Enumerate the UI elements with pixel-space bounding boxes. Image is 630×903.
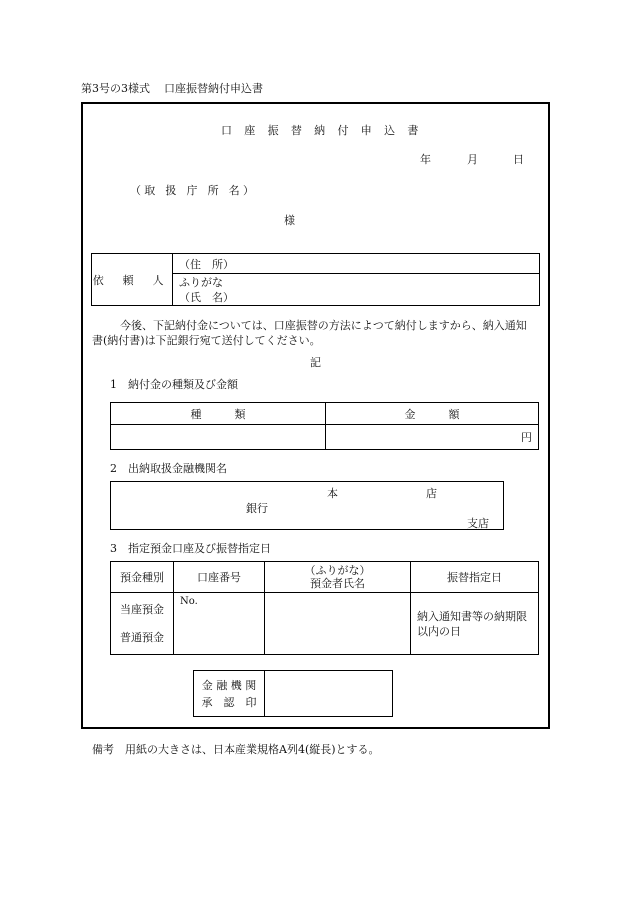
yen-label: 円 [521, 431, 532, 444]
requester-table [91, 253, 540, 306]
intro-line-1: 今後、下記納付金については、口座振替の方法によつて納付しますから、納入通知 [120, 319, 527, 332]
payment-table [110, 402, 539, 450]
col-number-header: 口座番号 [174, 562, 265, 593]
bank-label: 銀行 [246, 502, 268, 515]
ki-label: 記 [310, 356, 321, 369]
requester-label: 依 頼 人 [92, 254, 173, 306]
date-year: 年 [420, 153, 431, 166]
col-holder-header [265, 562, 411, 593]
number-prefix: No. [180, 596, 198, 607]
approval-label [194, 671, 265, 717]
approval-line-1: 金 融 機 関 [201, 678, 257, 692]
col-kind-header: 預金種別 [111, 562, 174, 593]
approval-table [193, 670, 393, 717]
col-amount-header: 金 額 [326, 403, 539, 425]
approval-stamp-cell[interactable] [265, 671, 393, 717]
office-name: （取 扱 庁 所 名） [130, 184, 258, 197]
approval-line-2: 承 認 印 [201, 695, 257, 709]
col-date-header: 振替指定日 [411, 562, 539, 593]
name-label: （氏 名） [179, 290, 234, 304]
kind-checking: 当座預金 [120, 602, 164, 616]
bank-box[interactable] [110, 481, 504, 530]
date-month: 月 [467, 153, 478, 166]
shiten-label: 支店 [467, 517, 489, 530]
honten-label: 本 店 [327, 487, 437, 500]
section3-heading: 3 指定預金口座及び振替指定日 [110, 542, 271, 555]
section1-heading: 1 納付金の種類及び金額 [110, 378, 238, 391]
kind-savings: 普通預金 [120, 630, 164, 644]
kind-cell[interactable] [111, 593, 174, 655]
date-text-2: 以内の日 [417, 624, 461, 638]
honorific: 様 [284, 214, 295, 227]
intro-line-2: 書(納付書)は下記銀行宛て送付してください。 [92, 334, 321, 347]
form-number-text: 第3号の3様式 [81, 82, 150, 95]
holder-label: 預金者氏名 [310, 577, 365, 590]
section2-heading: 2 出納取扱金融機関名 [110, 462, 227, 475]
date-cell [411, 593, 539, 655]
account-number-cell[interactable] [174, 593, 265, 655]
name-field[interactable] [173, 274, 540, 306]
form-number [81, 80, 263, 96]
furigana-label: ふりがな [179, 275, 223, 289]
footer-note: 備考 用紙の大きさは、日本産業規格A列4(縦長)とする。 [92, 743, 380, 756]
date-text-1: 納入通知書等の納期限 [417, 609, 527, 623]
address-field[interactable] [173, 254, 540, 274]
date-day: 日 [513, 153, 524, 166]
account-table [110, 561, 539, 655]
holder-kana-label: （ふりがな） [304, 564, 371, 577]
amount-cell[interactable] [326, 425, 539, 450]
form-name: 口座振替納付申込書 [164, 82, 263, 95]
form-title: 口 座 振 替 納 付 申 込 書 [221, 124, 423, 137]
address-label: （住 所） [179, 257, 234, 271]
type-cell[interactable] [111, 425, 326, 450]
holder-cell[interactable] [265, 593, 411, 655]
col-type-header: 種 類 [111, 403, 326, 425]
